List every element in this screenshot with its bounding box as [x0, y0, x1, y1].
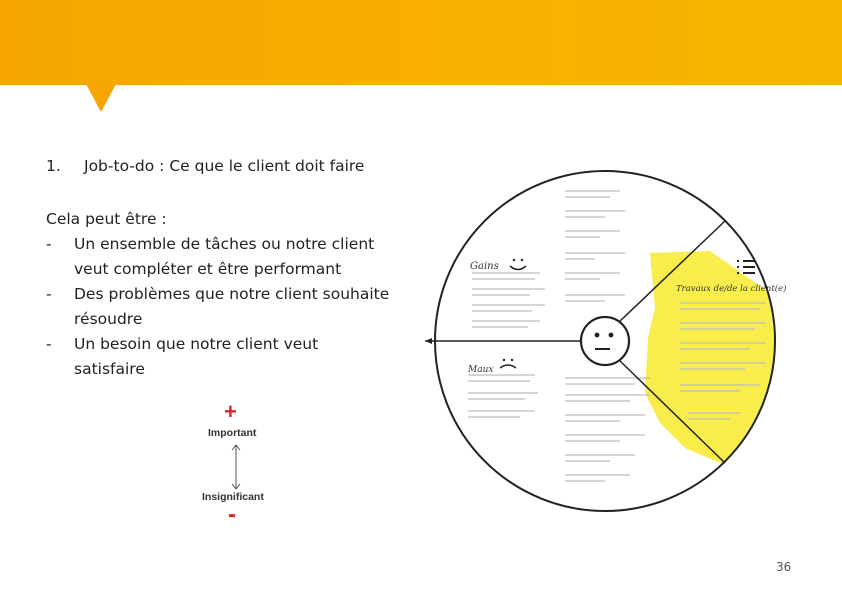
- jobs-label: Travaux de/de la client(e): [676, 284, 787, 294]
- pains-frown-icon: [500, 365, 516, 368]
- customer-profile-canvas: [420, 163, 787, 518]
- heading-text: Job-to-do : Ce que le client doit faire: [84, 157, 365, 175]
- important-label: Important: [208, 427, 257, 439]
- bullet-item: [46, 332, 391, 382]
- insignificant-label: Insignificant: [202, 491, 264, 503]
- bullet-text: Un ensemble de tâches ou notre client veut compléter et être performant: [74, 235, 375, 278]
- gains-smile-icon: [510, 266, 526, 270]
- bullet-text: Des problèmes que notre client souhaite résoudre: [74, 285, 390, 328]
- bullet-item: [46, 232, 391, 282]
- plus-sign: +: [224, 399, 237, 424]
- bullet-item: [46, 282, 391, 332]
- bullet-dash: -: [46, 235, 52, 253]
- body-text: [46, 207, 391, 382]
- pains-label: Maux: [468, 365, 494, 375]
- bullet-text: Un besoin que notre client veut satisfaire: [74, 335, 319, 378]
- customer-face-icon: [581, 317, 629, 365]
- importance-scale: [196, 399, 286, 528]
- page-number: 36: [776, 560, 792, 574]
- jobs-highlight: [645, 251, 775, 463]
- heading-number: 1.: [46, 157, 61, 175]
- scale-arrow-icon: [196, 405, 286, 523]
- banner-pointer: [86, 84, 116, 112]
- intro-line: Cela peut être :: [46, 210, 167, 228]
- bullet-dash: -: [46, 335, 52, 353]
- section-heading: [46, 157, 364, 175]
- gains-label: Gains: [470, 261, 499, 272]
- header-banner: [0, 0, 842, 85]
- jobs-list-icon: [737, 261, 755, 273]
- bullet-dash: -: [46, 285, 52, 303]
- minus-sign: -: [228, 501, 236, 528]
- canvas-diagram: [420, 163, 787, 518]
